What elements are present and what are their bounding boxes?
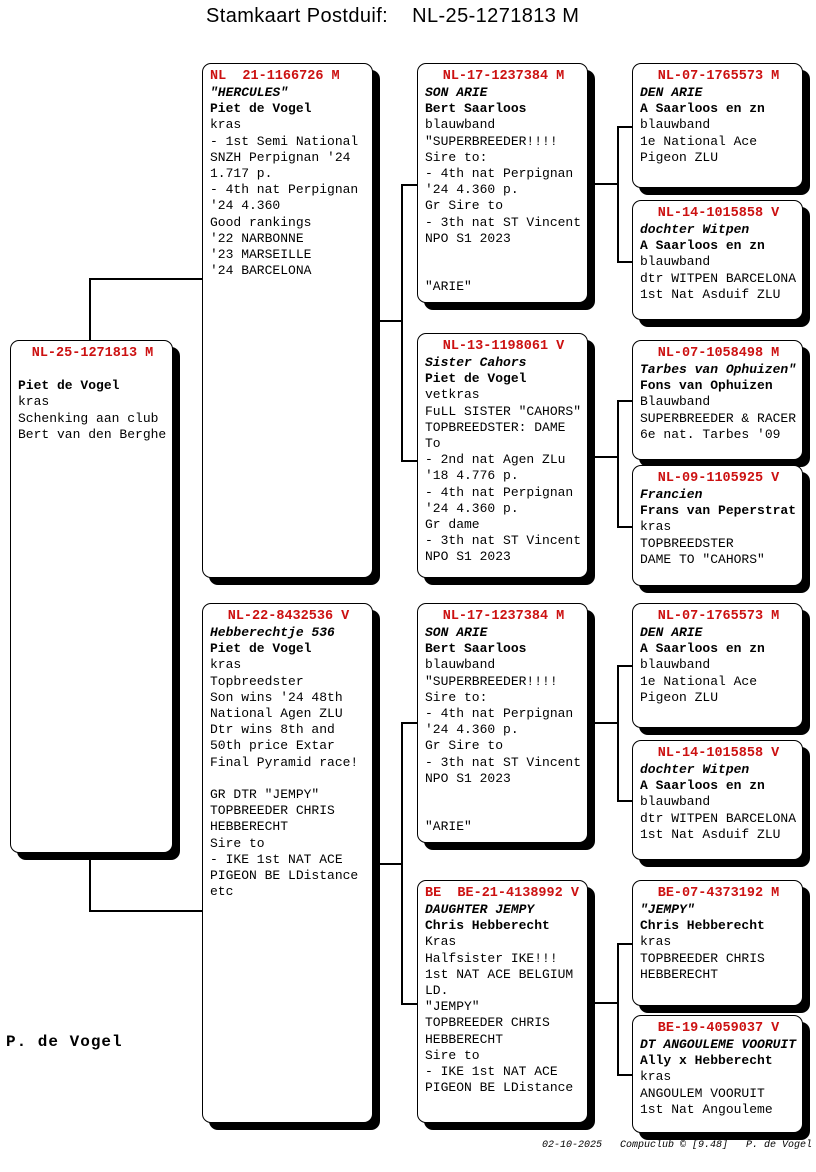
connector-line bbox=[588, 1002, 619, 1004]
pedigree-line: - 4th nat Perpignan bbox=[425, 484, 574, 500]
pedigree-line: Son wins '24 48th bbox=[210, 689, 343, 705]
pedigree-line: GR DTR "JEMPY" bbox=[210, 787, 320, 803]
connector-line bbox=[401, 460, 418, 462]
pedigree-line: - 4th nat Perpignan bbox=[425, 706, 574, 722]
connector-line bbox=[617, 665, 633, 667]
ring-number: NL-07-1058498 M bbox=[657, 346, 780, 361]
pedigree-line: Piet de Vogel bbox=[18, 378, 120, 394]
pedigree-line: 1st Nat Asduif ZLU bbox=[640, 826, 781, 842]
pedigree-line: A Saarloos en zn bbox=[640, 238, 765, 254]
pedigree-line: 1st Nat Asduif ZLU bbox=[640, 286, 781, 302]
pedigree-line: kras bbox=[210, 117, 242, 133]
pedigree-line: 1st NAT ACE BELGIUM bbox=[425, 966, 574, 982]
pedigree-box-ggp-1 bbox=[632, 63, 803, 188]
pedigree-box-dam bbox=[202, 603, 373, 1123]
pedigree-box-ggp-8 bbox=[632, 1015, 803, 1133]
pedigree-line: - 3th nat ST Vincent bbox=[425, 214, 582, 230]
pedigree-line: '23 MARSEILLE bbox=[210, 247, 312, 263]
pedigree-box-ggp-3 bbox=[632, 340, 803, 460]
pedigree-box-ggp-5 bbox=[632, 603, 803, 728]
pedigree-line: Chris Hebberecht bbox=[640, 918, 765, 934]
pedigree-line: blauwband bbox=[640, 254, 711, 270]
connector-line bbox=[401, 184, 403, 462]
pedigree-line: Kras bbox=[425, 934, 457, 950]
pedigree-line: Francien bbox=[640, 487, 703, 502]
pedigree-line: Sire to: bbox=[425, 149, 488, 165]
connector-line bbox=[617, 126, 619, 263]
pedigree-box-ggp-6 bbox=[632, 740, 803, 860]
pedigree-line: TOPBREEDSTER: DAME bbox=[425, 419, 566, 435]
pedigree-line: PIGEON BE LDistance bbox=[425, 1080, 574, 1096]
connector-line bbox=[401, 1003, 418, 1005]
pedigree-line: DEN ARIE bbox=[640, 625, 703, 640]
pedigree-line: "ARIE" bbox=[425, 819, 472, 835]
connector-line bbox=[401, 184, 418, 186]
card-title-label: Stamkaart Postduif: bbox=[206, 5, 389, 27]
connector-line bbox=[617, 943, 619, 1076]
connector-line bbox=[617, 943, 633, 945]
ring-number: NL-14-1015858 V bbox=[657, 746, 780, 761]
pedigree-box-paternal-grandsire bbox=[417, 63, 588, 303]
pedigree-line: FuLL SISTER "CAHORS" bbox=[425, 403, 582, 419]
ring-number: BE BE-21-4138992 V bbox=[425, 886, 579, 901]
pedigree-line: '24 4.360 p. bbox=[425, 500, 519, 516]
pedigree-line: "SUPERBREEDER!!!! bbox=[425, 133, 558, 149]
pedigree-line: Frans van Peperstrat bbox=[640, 503, 797, 519]
pedigree-line: Good rankings bbox=[210, 214, 312, 230]
pedigree-line: Final Pyramid race! bbox=[210, 754, 359, 770]
pedigree-line: dtr WITPEN BARCELONA bbox=[640, 270, 797, 286]
pedigree-line: "HERCULES" bbox=[210, 85, 289, 100]
ring-number: BE-19-4059037 V bbox=[657, 1021, 780, 1036]
pedigree-line: Schenking aan club bbox=[18, 410, 159, 426]
owner-name: P. de Vogel bbox=[6, 1033, 123, 1051]
pedigree-line: DEN ARIE bbox=[640, 85, 703, 100]
pedigree-box-ggp-2 bbox=[632, 200, 803, 320]
pedigree-line: SON ARIE bbox=[425, 625, 488, 640]
pedigree-line bbox=[425, 803, 582, 819]
pedigree-line: - IKE 1st NAT ACE bbox=[210, 851, 343, 867]
pedigree-line: 50th price Extar bbox=[210, 738, 335, 754]
pedigree-line: Gr dame bbox=[425, 517, 480, 533]
pedigree-line: dtr WITPEN BARCELONA bbox=[640, 810, 797, 826]
connector-line bbox=[89, 851, 91, 912]
pedigree-line: Bert van den Berghe bbox=[18, 426, 167, 442]
pedigree-line: blauwband bbox=[425, 657, 496, 673]
pedigree-line: DAME TO "CAHORS" bbox=[640, 551, 765, 567]
pedigree-line: - 3th nat ST Vincent bbox=[425, 533, 582, 549]
ring-number: NL-13-1198061 V bbox=[442, 339, 565, 354]
pedigree-line: 1e National Ace bbox=[640, 133, 758, 149]
pedigree-line: '24 BARCELONA bbox=[210, 263, 312, 279]
pedigree-line: "JEMPY" bbox=[640, 902, 695, 917]
pedigree-line: kras bbox=[640, 934, 672, 950]
pedigree-line: DT ANGOULEME VOORUIT bbox=[640, 1037, 797, 1052]
pedigree-box-maternal-granddam bbox=[417, 880, 588, 1123]
ring-number: BE-07-4373192 M bbox=[657, 886, 780, 901]
pedigree-line: blauwband bbox=[640, 657, 711, 673]
pedigree-line: blauwband bbox=[425, 117, 496, 133]
pedigree-line: "ARIE" bbox=[425, 279, 472, 295]
pedigree-line: NPO S1 2023 bbox=[425, 549, 511, 565]
pedigree-box-ggp-7 bbox=[632, 880, 803, 1006]
pedigree-line bbox=[425, 787, 582, 803]
pedigree-box-paternal-granddam bbox=[417, 333, 588, 578]
pedigree-line: HEBBERECHT bbox=[210, 819, 289, 835]
ring-number: NL-09-1105925 V bbox=[657, 471, 780, 486]
connector-line bbox=[617, 400, 619, 528]
pedigree-line: Sire to bbox=[425, 1047, 480, 1063]
pedigree-box-ggp-4 bbox=[632, 465, 803, 586]
pedigree-line: kras bbox=[18, 394, 50, 410]
pedigree-line: etc bbox=[210, 884, 234, 900]
pedigree-line: HEBBERECHT bbox=[425, 1031, 504, 1047]
pedigree-line: blauwband bbox=[640, 794, 711, 810]
connector-line bbox=[401, 722, 418, 724]
pedigree-line: A Saarloos en zn bbox=[640, 101, 765, 117]
pedigree-line: Sire to: bbox=[425, 689, 488, 705]
pedigree-box-subject bbox=[10, 340, 173, 853]
pedigree-line: SON ARIE bbox=[425, 85, 488, 100]
pedigree-line: - 4th nat Perpignan bbox=[210, 182, 359, 198]
ring-number: NL-14-1015858 V bbox=[657, 206, 780, 221]
connector-line bbox=[617, 126, 633, 128]
pedigree-line: Chris Hebberecht bbox=[425, 918, 550, 934]
pedigree-line: Pigeon ZLU bbox=[640, 689, 719, 705]
pedigree-line: 1.717 p. bbox=[210, 166, 273, 182]
pedigree-line: 6e nat. Tarbes '09 bbox=[640, 426, 781, 442]
pedigree-line: Topbreedster bbox=[210, 673, 304, 689]
pedigree-line: Gr Sire to bbox=[425, 738, 504, 754]
pedigree-line: ANGOULEM VOORUIT bbox=[640, 1085, 765, 1101]
ring-number: NL-25-1271813 M bbox=[31, 346, 154, 361]
pedigree-line: dochter Witpen bbox=[640, 222, 750, 237]
connector-line bbox=[588, 456, 619, 458]
pedigree-line: TOPBREEDER CHRIS bbox=[640, 950, 765, 966]
pedigree-line: Bert Saarloos bbox=[425, 101, 527, 117]
pedigree-line: TOPBREEDSTER bbox=[640, 535, 734, 551]
pedigree-line: Pigeon ZLU bbox=[640, 149, 719, 165]
pedigree-line: NPO S1 2023 bbox=[425, 770, 511, 786]
pedigree-line bbox=[18, 362, 167, 378]
pedigree-line: - IKE 1st NAT ACE bbox=[425, 1064, 558, 1080]
pedigree-line: '18 4.776 p. bbox=[425, 468, 519, 484]
pedigree-line: - 2nd nat Agen ZLu bbox=[425, 452, 566, 468]
connector-line bbox=[617, 400, 633, 402]
pedigree-line: NPO S1 2023 bbox=[425, 230, 511, 246]
pedigree-line: Gr Sire to bbox=[425, 198, 504, 214]
pedigree-line: Fons van Ophuizen bbox=[640, 378, 773, 394]
pedigree-line: SNZH Perpignan '24 bbox=[210, 149, 351, 165]
pedigree-line bbox=[210, 771, 367, 787]
subject-ring-number: NL-25-1271813 M bbox=[412, 5, 580, 27]
connector-line bbox=[617, 261, 633, 263]
pedigree-line: '22 NARBONNE bbox=[210, 230, 304, 246]
pedigree-line: Bert Saarloos bbox=[425, 641, 527, 657]
pedigree-line: '24 4.360 bbox=[210, 198, 281, 214]
pedigree-line: dochter Witpen bbox=[640, 762, 750, 777]
connector-line bbox=[617, 665, 619, 802]
pedigree-line: Tarbes van Ophuizen" bbox=[640, 362, 797, 377]
pedigree-line: 1e National Ace bbox=[640, 673, 758, 689]
pedigree-line: TOPBREEDER CHRIS bbox=[425, 1015, 550, 1031]
pedigree-line: blauwband bbox=[640, 117, 711, 133]
pedigree-line: Sister Cahors bbox=[425, 355, 527, 370]
connector-line bbox=[89, 278, 204, 280]
pedigree-line: Blauwband bbox=[640, 394, 711, 410]
connector-line bbox=[89, 910, 204, 912]
pedigree-line: LD. bbox=[425, 983, 449, 999]
pedigree-line: 1st Nat Angouleme bbox=[640, 1101, 773, 1117]
pedigree-line: DAUGHTER JEMPY bbox=[425, 902, 535, 917]
connector-line bbox=[617, 1074, 633, 1076]
pedigree-line: Piet de Vogel bbox=[425, 371, 527, 387]
ring-number: NL-07-1765573 M bbox=[657, 609, 780, 624]
pedigree-line: HEBBERECHT bbox=[640, 966, 719, 982]
pedigree-box-sire bbox=[202, 63, 373, 578]
pedigree-line: vetkras bbox=[425, 387, 480, 403]
pedigree-line bbox=[425, 263, 582, 279]
pedigree-line: '24 4.360 p. bbox=[425, 722, 519, 738]
connector-line bbox=[617, 800, 633, 802]
page-title bbox=[206, 5, 579, 28]
pedigree-line: A Saarloos en zn bbox=[640, 641, 765, 657]
pedigree-line: A Saarloos en zn bbox=[640, 778, 765, 794]
pedigree-line: Hebberechtje 536 bbox=[210, 625, 335, 640]
pedigree-line: kras bbox=[640, 519, 672, 535]
pedigree-box-maternal-grandsire bbox=[417, 603, 588, 843]
pedigree-line: - 4th nat Perpignan bbox=[425, 166, 574, 182]
pedigree-line: "JEMPY" bbox=[425, 999, 480, 1015]
pedigree-line: To bbox=[425, 436, 441, 452]
pedigree-line: Sire to bbox=[210, 835, 265, 851]
pedigree-line: Dtr wins 8th and bbox=[210, 722, 335, 738]
pedigree-line: Halfsister IKE!!! bbox=[425, 950, 558, 966]
pedigree-line bbox=[425, 247, 582, 263]
connector-line bbox=[373, 863, 403, 865]
ring-number: NL-22-8432536 V bbox=[227, 609, 350, 624]
connector-line bbox=[373, 320, 403, 322]
pedigree-line: National Agen ZLU bbox=[210, 706, 343, 722]
ring-number: NL-17-1237384 M bbox=[442, 69, 565, 84]
pedigree-line: Ally x Hebberecht bbox=[640, 1053, 773, 1069]
ring-number: NL-17-1237384 M bbox=[442, 609, 565, 624]
ring-number: NL 21-1166726 M bbox=[210, 69, 340, 84]
connector-line bbox=[588, 183, 619, 185]
pedigree-line: - 1st Semi National bbox=[210, 133, 359, 149]
pedigree-line: TOPBREEDER CHRIS bbox=[210, 803, 335, 819]
connector-line bbox=[617, 526, 633, 528]
pedigree-line: - 3th nat ST Vincent bbox=[425, 754, 582, 770]
connector-line bbox=[401, 722, 403, 1005]
print-credits: 02-10-2025 Compuclub © [9.48] P. de Vogel bbox=[541, 1140, 812, 1151]
pedigree-line: '24 4.360 p. bbox=[425, 182, 519, 198]
pedigree-line: PIGEON BE LDistance bbox=[210, 868, 359, 884]
pedigree-line: kras bbox=[640, 1069, 672, 1085]
connector-line bbox=[89, 278, 91, 342]
pedigree-line: kras bbox=[210, 657, 242, 673]
pedigree-line: Piet de Vogel bbox=[210, 101, 312, 117]
pedigree-line: "SUPERBREEDER!!!! bbox=[425, 673, 558, 689]
pedigree-line: SUPERBREEDER & RACER bbox=[640, 410, 797, 426]
connector-line bbox=[588, 722, 619, 724]
ring-number: NL-07-1765573 M bbox=[657, 69, 780, 84]
pedigree-line: Piet de Vogel bbox=[210, 641, 312, 657]
